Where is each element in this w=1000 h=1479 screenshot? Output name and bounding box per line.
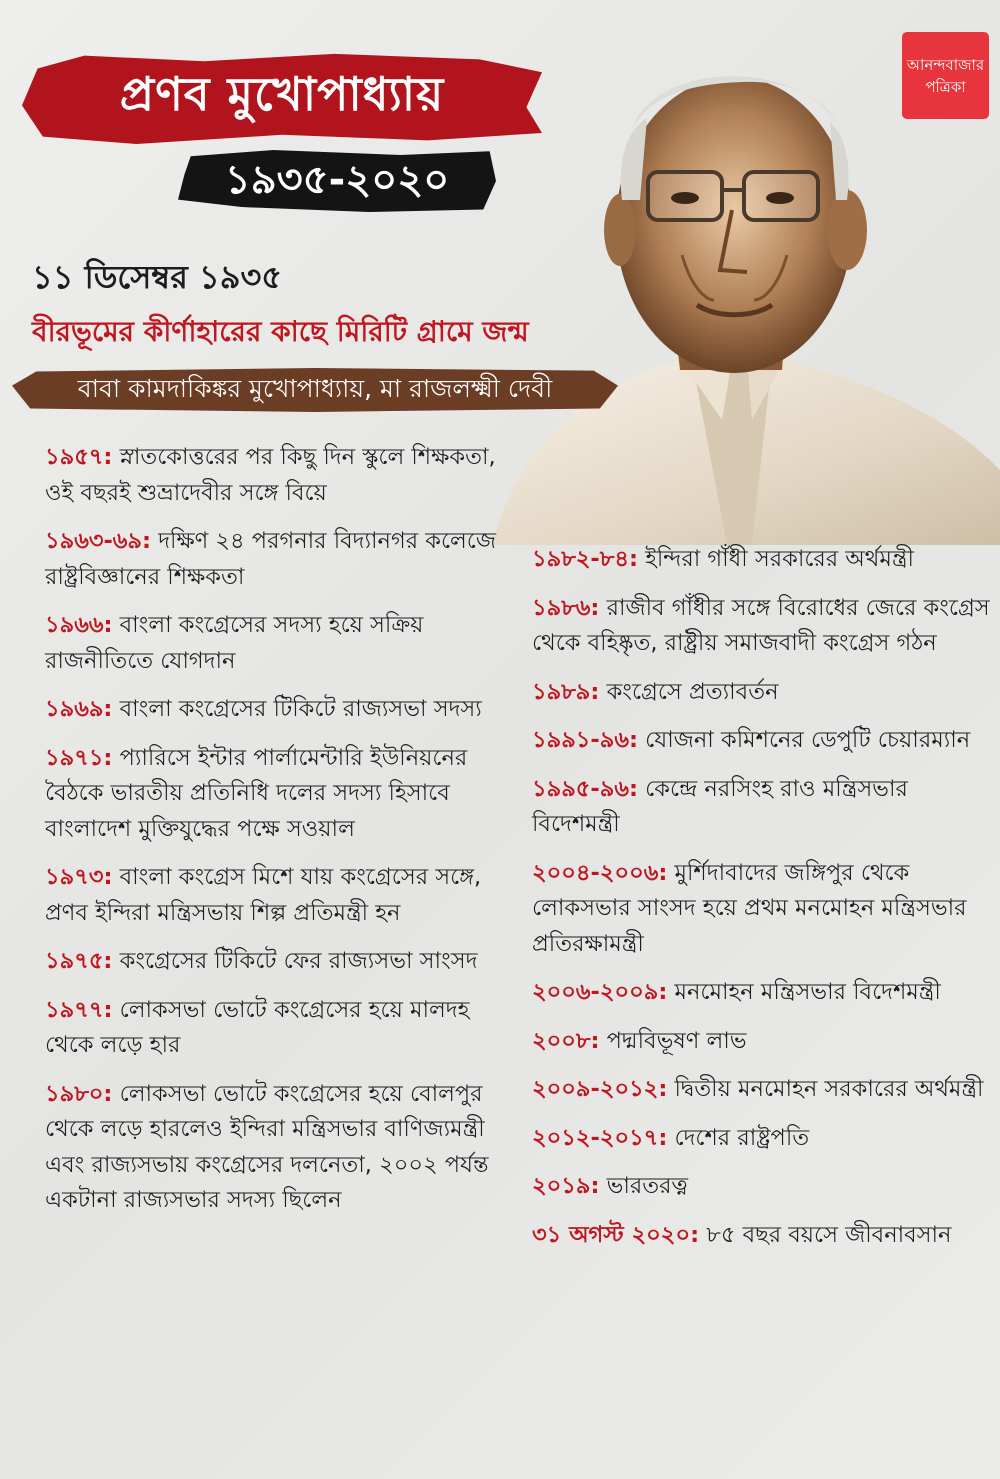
entry-text: লোকসভা ভোটে কংগ্রেসের হয়ে বোলপুর থেকে লড়ে হারলেও ইন্দিরা মন্ত্রিসভার বাণিজ্যমন্ত্রী এবং রাজ্যসভায় কংগ্রেসের দলনেতা, ২০০২ পর্যন্ত একটানা রাজ্যসভার সদস্য ছিলেন: [45, 1080, 489, 1213]
entry-text: রাজীব গাঁধীর সঙ্গে বিরোধের জেরে কংগ্রেস থেকে বহিষ্কৃত, রাষ্ট্রীয় সমাজবাদী কংগ্রেস গঠন: [532, 594, 990, 656]
timeline-entry: [45, 993, 525, 1064]
birth-date: ১১ ডিসেম্বর ১৯৩৫: [32, 258, 283, 296]
timeline-entry: [45, 524, 525, 595]
timeline-entry: [45, 608, 525, 679]
entry-text: দক্ষিণ ২৪ পরগনার বিদ্যানগর কলেজে রাষ্ট্রবিজ্ঞানের শিক্ষকতা: [45, 528, 496, 590]
timeline-entry: [532, 723, 992, 759]
entry-year: ২০০৪-২০০৬:: [532, 859, 668, 886]
entry-text: বাংলা কংগ্রেস মিশে যায় কংগ্রেসের সঙ্গে, প্রণব ইন্দিরা মন্ত্রিসভায় শিল্প প্রতিমন্ত্রী হন: [45, 864, 482, 926]
entry-year: ১৯৫৭:: [45, 444, 113, 470]
entry-text: ৮৫ বছর বয়সে জীবনাবসান: [706, 1221, 952, 1248]
timeline-entry: [45, 944, 525, 980]
timeline-entry: [532, 1121, 992, 1157]
parents-text: বাবা কামদাকিঙ্কর মুখোপাধ্যায়, মা রাজলক্ষ্মী দেবী: [77, 373, 553, 403]
timeline-entry: [532, 675, 992, 711]
entry-year: ১৯৬৯:: [45, 696, 113, 722]
entry-year: ১৯৮২-৮৪:: [532, 546, 638, 572]
entry-year: ২০১৯:: [532, 1173, 600, 1199]
entry-year: ১৯৮৬:: [532, 594, 600, 621]
entry-year: ২০১২-২০১৭:: [532, 1124, 668, 1151]
entry-text: পদ্মবিভূষণ লাভ: [606, 1027, 747, 1054]
logo-line-1: আনন্দবাজার: [906, 55, 985, 74]
timeline-entry: [532, 1218, 992, 1254]
entry-text: দ্বিতীয় মনমোহন সরকারের অর্থমন্ত্রী: [674, 1076, 984, 1102]
timeline-entry: [45, 741, 525, 848]
entry-year: ২০০৯-২০১২:: [532, 1076, 668, 1102]
entry-text: লোকসভা ভোটে কংগ্রেসের হয়ে মালদহ থেকে লড়ে হার: [45, 996, 470, 1058]
entry-year: ২০০৬-২০০৯:: [532, 979, 668, 1005]
entry-year: ১৯৮০:: [45, 1080, 113, 1107]
timeline-right-column: [532, 542, 992, 1266]
entry-text: কংগ্রেসের টিকিটে ফের রাজ্যসভা সাংসদ: [119, 948, 478, 974]
entry-text: বাংলা কংগ্রেসের সদস্য হয়ে সক্রিয় রাজনীতিতে যোগদান: [45, 612, 424, 674]
timeline-entry: [532, 975, 992, 1011]
entry-text: প্যারিসে ইন্টার পার্লামেন্টারি ইউনিয়নের বৈঠকে ভারতীয় প্রতিনিধি দলের সদস্য হিসাবে বাংলাদেশ মুক্তিযুদ্ধের পক্ষে সওয়াল: [45, 744, 468, 842]
entry-year: ১৯৭১:: [45, 744, 113, 771]
timeline-entry: [532, 591, 992, 662]
timeline-entry: [45, 860, 525, 931]
entry-year: ১৯৭৫:: [45, 948, 113, 974]
entry-text: স্নাতকোত্তরের পর কিছু দিন স্কুলে শিক্ষকতা, ওই বছরই শুভ্রাদেবীর সঙ্গে বিয়ে: [45, 444, 496, 506]
timeline-entry: [532, 1169, 992, 1205]
timeline-entry: [45, 440, 525, 511]
entry-year: ১৯৬৬:: [45, 612, 113, 638]
timeline-entry: [45, 692, 525, 728]
entry-year: ১৯৭৭:: [45, 996, 113, 1023]
entry-text: মনমোহন মন্ত্রিসভার বিদেশমন্ত্রী: [674, 979, 941, 1005]
entry-text: কংগ্রেসে প্রত্যাবর্তন: [606, 678, 779, 705]
entry-year: ১৯৯১-৯৬:: [532, 727, 638, 753]
timeline-left-column: [45, 440, 525, 1232]
timeline-entry: [532, 856, 992, 963]
timeline-entry: [532, 1024, 992, 1060]
life-years: ১৯৩৫-২০২০: [224, 156, 450, 203]
entry-text: দেশের রাষ্ট্রপতি: [674, 1124, 810, 1151]
entry-text: বাংলা কংগ্রেসের টিকিটে রাজ্যসভা সদস্য: [119, 696, 482, 722]
timeline-entry: [532, 1072, 992, 1108]
publisher-logo: [902, 32, 989, 119]
timeline-entry: [532, 542, 992, 578]
timeline-entry: [45, 1077, 525, 1219]
entry-year: ৩১ অগস্ট ২০২০:: [532, 1221, 700, 1248]
entry-text: ইন্দিরা গাঁধী সরকারের অর্থমন্ত্রী: [645, 546, 914, 572]
entry-text: কেন্দ্রে নরসিংহ রাও মন্ত্রিসভার বিদেশমন্ত্রী: [532, 775, 908, 837]
entry-text: ভারতরত্ন: [606, 1173, 689, 1199]
entry-year: ১৯৮৯:: [532, 678, 600, 705]
entry-year: ১৯৬৩-৬৯:: [45, 528, 152, 554]
page-title: প্রণব মুখোপাধ্যায়: [119, 67, 445, 121]
entry-year: ১৯৭৩:: [45, 864, 113, 890]
timeline-entry: [532, 772, 992, 843]
birth-place: বীরভূমের কীর্ণাহারের কাছে মিরিটি গ্রামে জন্ম: [32, 315, 529, 348]
entry-text: যোজনা কমিশনের ডেপুটি চেয়ারম্যান: [645, 727, 971, 753]
entry-year: ২০০৮:: [532, 1027, 600, 1054]
logo-line-2: পত্রিকা: [925, 77, 966, 96]
entry-year: ১৯৯৫-৯৬:: [532, 775, 638, 802]
entry-text: মুর্শিদাবাদের জঙ্গিপুর থেকে লোকসভার সাংসদ হয়ে প্রথম মনমোহন মন্ত্রিসভার প্রতিরক্ষামন্ত্রী: [532, 859, 967, 957]
